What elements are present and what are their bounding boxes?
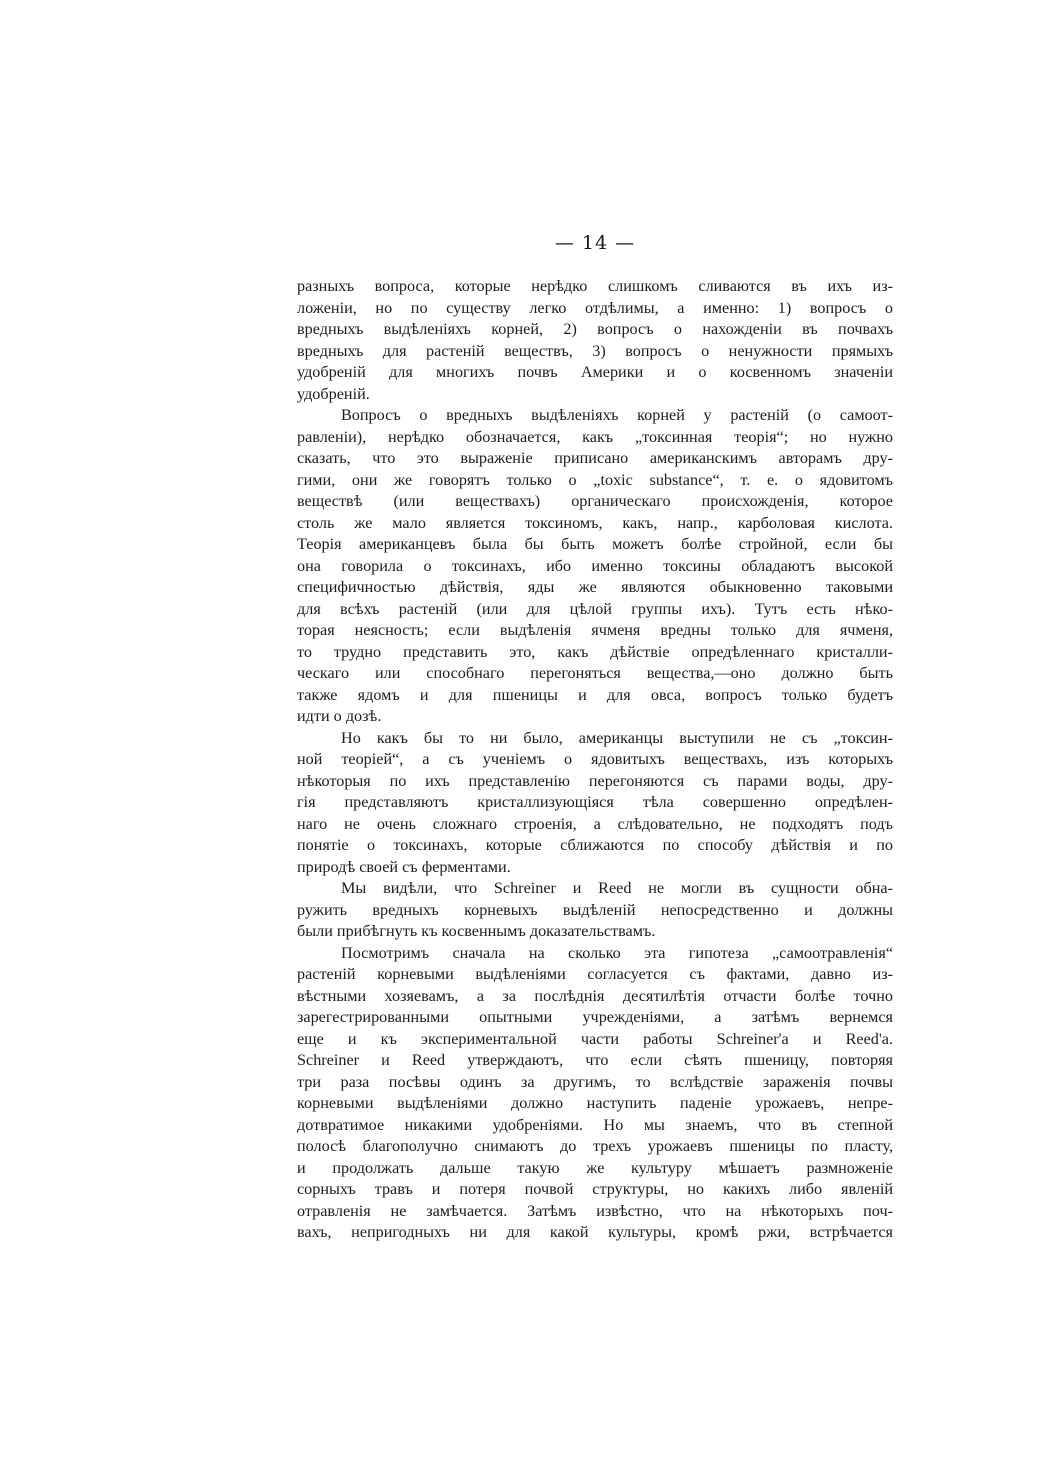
text-line: удобреній. (297, 384, 370, 403)
text-line: гими, они же говорятъ только о „toxic substance“, т. е. о ядовитомъ (297, 470, 893, 489)
text-line: Вопросъ о вредныхъ выдѣленіяхъ корней у растеній (о самоот- (341, 406, 893, 424)
text-line: вредныхъ выдѣленіяхъ корней, 2) вопросъ о нахожденіи въ почвахъ (297, 320, 893, 338)
paragraph-1 (297, 276, 893, 405)
paragraph-4 (297, 878, 893, 943)
paragraph-2 (297, 405, 893, 728)
text-line: Но какъ бы то ни было, американцы выступили не съ „токсин- (341, 728, 893, 747)
text-line: ной теоріей“, а съ ученіемъ о ядовитыхъ веществахъ, изъ которыхъ (297, 750, 893, 768)
text-line: еще и къ экспериментальной части работы Schreiner'а и Reed'а. (297, 1029, 893, 1048)
text-line: сорныхъ травъ и потеря почвой структуры, но какихъ либо явленій (297, 1180, 893, 1198)
text-line: равленіи), нерѣдко обозначается, какъ „токсинная теорія“; но нужно (297, 427, 893, 446)
text-line: ложеніи, но по существу легко отдѣлимы, а именно: 1) вопросъ о (297, 298, 893, 317)
text-line: растеній корневыми выдѣленіями согласуется съ фактами, давно из- (297, 965, 893, 983)
text-line: для всѣхъ растеній (или для цѣлой группы ихъ). Тутъ есть нѣко- (297, 599, 893, 618)
paragraph-3 (297, 728, 893, 879)
body-text (297, 276, 893, 1244)
text-line: она говорила о токсинахъ, ибо именно токсины обладаютъ высокой (297, 556, 893, 575)
text-line: корневыми выдѣленіями должно наступить паденіе урожаевъ, непре- (297, 1094, 893, 1112)
text-line: три раза посѣвы одинъ за другимъ, то вслѣдствіе зараженія почвы (297, 1072, 893, 1091)
text-line: полосѣ благополучно снимаютъ до трехъ урожаевъ пшеницы по пласту, (297, 1137, 893, 1155)
text-line: отравленія не замѣчается. Затѣмъ извѣстно, что на нѣкоторыхъ поч- (297, 1201, 893, 1220)
text-line: зарегестрированными опытными учрежденіями, а затѣмъ вернемся (297, 1008, 893, 1026)
text-line: вахъ, непригодныхъ ни для какой культуры, кромѣ ржи, встрѣчается (297, 1223, 893, 1241)
text-line: нѣкоторыя по ихъ представленію перегоняются съ парами воды, дру- (297, 771, 893, 790)
text-line: ружить вредныхъ корневыхъ выдѣленій непосредственно и должны (297, 900, 893, 919)
text-line: были прибѣгнуть къ косвеннымъ доказательствамъ. (297, 922, 656, 940)
text-line: Schreiner и Reed утверждаютъ, что если сѣять пшеницу, повторяя (297, 1051, 893, 1069)
text-line: гія представляютъ кристаллизующіяся тѣла совершенно опредѣлен- (297, 793, 893, 811)
text-line: дотвратимое никакими удобреніями. Но мы знаемъ, что въ степной (297, 1115, 893, 1134)
text-line: Теорія американцевъ была бы быть можетъ болѣе стройной, если бы (297, 535, 893, 553)
text-line: торая неясность; если выдѣленія ячменя вредны только для ячменя, (297, 621, 893, 639)
text-line: веществѣ (или веществахъ) органическаго происхожденія, которое (297, 492, 893, 510)
text-line: идти о дозѣ. (297, 707, 382, 725)
text-line: природѣ своей съ ферментами. (297, 857, 511, 876)
text-line: и продолжать дальше такую же культуру мѣшаетъ размноженіе (297, 1158, 893, 1177)
text-line: удобреній для многихъ почвъ Америки и о косвенномъ значеніи (297, 363, 893, 381)
text-line: разныхъ вопроса, которые нерѣдко слишкомъ сливаются въ ихъ из- (297, 277, 893, 295)
text-line: наго не очень сложнаго строенія, а слѣдовательно, не подходятъ подъ (297, 814, 893, 833)
paragraph-5 (297, 943, 893, 1244)
text-line: Посмотримъ сначала на сколько эта гипотеза „самоотравленія“ (341, 943, 893, 962)
text-line: понятіе о токсинахъ, которые сближаются по способу дѣйствія и по (297, 836, 893, 854)
text-line: сказать, что это выраженіе приписано американскимъ авторамъ дру- (297, 449, 893, 467)
text-line: Мы видѣли, что Schreiner и Reed не могли въ сущности обна- (341, 879, 893, 897)
text-line: столь же мало является токсиномъ, какъ, напр., карболовая кислота. (297, 513, 893, 532)
text-line: также ядомъ и для пшеницы и для овса, вопросъ только будетъ (297, 685, 893, 704)
text-line: ческаго или способнаго перегоняться вещества,—оно должно быть (297, 664, 893, 682)
page-number: — 14 — (554, 232, 636, 254)
text-line: специфичностью дѣйствія, яды же являются обыкновенно таковыми (297, 578, 893, 596)
text-line: вѣстными хозяевамъ, а за послѣднія десятилѣтія отчасти болѣе точно (297, 986, 893, 1005)
text-line: вредныхъ для растеній веществъ, 3) вопросъ о ненужности прямыхъ (297, 341, 893, 360)
text-line: то трудно представить это, какъ дѣйствіе опредѣленнаго кристалли- (297, 642, 893, 661)
